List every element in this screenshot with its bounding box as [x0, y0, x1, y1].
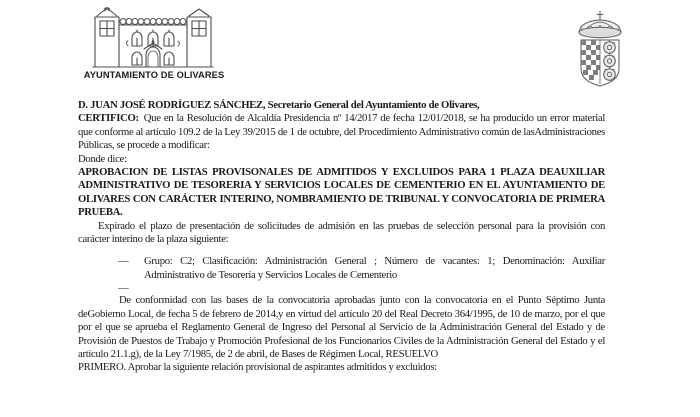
certification-paragraph [78, 112, 605, 152]
empty-bullet-dash: — [118, 282, 129, 295]
town-hall-logo-caption: AYUNTAMIENTO DE OLIVARES [83, 70, 225, 80]
secretary-intro-line [78, 99, 605, 112]
bullet-dash: — [118, 255, 129, 268]
certifico-text: Que en la Resolución de Alcaldía Presidencia nº 14/2017 de fecha 12/01/2018, se ha producido un error material que conforme al artículo 109.2 de la Ley 39/2015 de 1 de octubre, del Procedimiento Administrativo común de lasAdministraciones Públicas, se procede a modificar: [78, 112, 605, 152]
coat-of-arms [560, 10, 640, 92]
secretary-name-text: D. JUAN JOSÉ RODRÍGUEZ SÁNCHEZ, Secretario General del Ayuntamiento de Olivares, [78, 99, 480, 111]
donde-dice-label: Donde dice: [78, 152, 127, 165]
town-hall-logo [83, 5, 225, 80]
building-sketch-icon [83, 5, 223, 69]
legal-basis-paragraph: De conformidad con las bases de la convocatoria aprobadas junto con la convocatoria en el Punto Séptimo Junta deGobierno Local, de fecha 5 de febrero de 2014,y en virtud del artículo 20 del Real Decreto 364/1995, de 10 de marzo, por el que por el que se aprueba el Reglamento General de Ingreso del Personal al Servicio de la Administración General del Estado y de Provisión de Puestos de Trabajo y Promoción Profesional de los Funcionarios Civiles de la Administración General del Estado y el artículo 21.1.g), de la Ley 7/1985, de 2 de abril, de Bases de Régimen Local, RESUELVO [78, 294, 605, 360]
vacancy-list-item [118, 255, 605, 282]
document-body [78, 99, 605, 375]
vacancy-description-text: Grupo: C2; Clasificación: Administración General ; Número de vacantes: 1; Denominación: Auxiliar Administrativo de Tesorería y Servicios Locales de Cementerio [144, 255, 605, 281]
certifico-label: CERTIFICO: [78, 112, 139, 125]
primero-paragraph: PRIMERO. Aprobar la siguiente relación provisional de aspirantes admitidos y excluidos: [78, 361, 437, 374]
resolution-heading: APROBACION DE LISTAS PROVISONALES DE ADMITIDOS Y EXCLUIDOS PARA 1 PLAZA DEAUXILIAR ADMINISTRATIVO DE TESORERIA Y SERVICIOS LOCALES DE CEMENTERIO EN EL AYUNTAMIENTO DE OLIVARES CON CARÁCTER INTERINO, NOMBRAMIENTO DE TRIBUNAL Y CONVOCATORIA DE PRIMERA PRUEBA. [78, 166, 605, 219]
expirado-paragraph: Expirado el plazo de presentación de solicitudes de admisión en las pruebas de selección personal para la provisión con carácter interino de la plaza siguiente: [78, 219, 605, 246]
coat-of-arms-icon [560, 10, 640, 92]
